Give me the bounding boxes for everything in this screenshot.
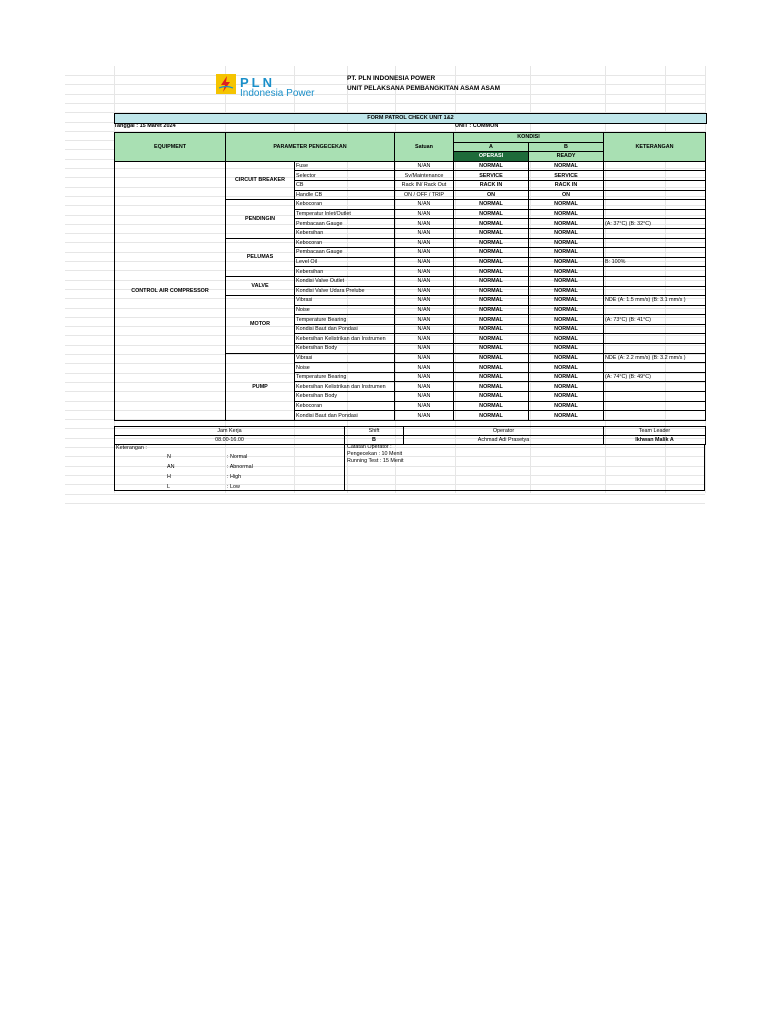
kondisi-b-cell: NORMAL: [529, 372, 604, 382]
col-header-satuan: Satuan: [395, 133, 454, 162]
col-header-parameter: PARAMETER PENGECEKAN: [226, 133, 395, 162]
pln-logo: [215, 72, 325, 99]
keterangan-cell: [604, 382, 706, 392]
parameter-cell: Temperature Bearing: [295, 372, 395, 382]
section-cell: PUMP: [226, 353, 295, 420]
kondisi-b-cell: NORMAL: [529, 276, 604, 286]
kondisi-b-cell: NORMAL: [529, 200, 604, 210]
parameter-cell: Kebersihan: [295, 228, 395, 238]
keterangan-cell: [604, 305, 706, 315]
kondisi-b-cell: NORMAL: [529, 238, 604, 248]
satuan-cell: N/AN: [395, 324, 454, 334]
kondisi-b-cell: NORMAL: [529, 286, 604, 296]
keterangan-cell: [604, 401, 706, 411]
kondisi-a-cell: NORMAL: [454, 267, 529, 277]
legend-box: [114, 444, 705, 491]
kondisi-b-cell: RACK IN: [529, 180, 604, 190]
kondisi-a-cell: NORMAL: [454, 305, 529, 315]
operator-label: Operator: [404, 427, 604, 436]
section-cell: PELUMAS: [226, 238, 295, 276]
kondisi-a-cell: RACK IN: [454, 180, 529, 190]
kondisi-a-cell: NORMAL: [454, 411, 529, 421]
keterangan-cell: [604, 286, 706, 296]
col-header-keterangan: KETERANGAN: [604, 133, 706, 162]
keterangan-cell: [604, 334, 706, 344]
keterangan-cell: [604, 276, 706, 286]
kondisi-b-cell: NORMAL: [529, 401, 604, 411]
keterangan-cell: [604, 344, 706, 354]
satuan-cell: N/AN: [395, 248, 454, 258]
keterangan-cell: [604, 324, 706, 334]
satuan-cell: ON / OFF / TRIP: [395, 190, 454, 200]
signature-table: [114, 426, 706, 445]
keterangan-cell: (A: 37°C) (B: 32°C): [604, 219, 706, 229]
parameter-cell: Vibrasi: [295, 353, 395, 363]
satuan-cell: N/AN: [395, 209, 454, 219]
logo-subtitle: Indonesia Power: [240, 88, 315, 99]
keterangan-cell: [604, 209, 706, 219]
section-cell: CIRCUIT BREAKER: [226, 161, 295, 199]
parameter-cell: Kondisi Baut dan Pondasi: [295, 411, 395, 421]
jam-kerja-value: 08.00-16.00: [115, 436, 345, 445]
kondisi-b-cell: NORMAL: [529, 392, 604, 402]
col-header-a: A: [454, 142, 529, 152]
satuan-cell: N/AN: [395, 219, 454, 229]
keterangan-cell: [604, 180, 706, 190]
parameter-cell: Kebocoran: [295, 200, 395, 210]
kondisi-a-cell: NORMAL: [454, 238, 529, 248]
kondisi-a-cell: NORMAL: [454, 344, 529, 354]
parameter-cell: Kebocoran: [295, 401, 395, 411]
keterangan-cell: [604, 411, 706, 421]
kondisi-a-cell: NORMAL: [454, 161, 529, 171]
catatan-title: Catatan Operator :: [347, 444, 392, 450]
satuan-cell: N/AN: [395, 382, 454, 392]
parameter-cell: Pembacaan Gauge: [295, 248, 395, 258]
keterangan-cell: [604, 200, 706, 210]
kondisi-a-cell: NORMAL: [454, 334, 529, 344]
section-cell: MOTOR: [226, 296, 295, 354]
satuan-cell: N/AN: [395, 161, 454, 171]
legend-divider: [344, 444, 345, 490]
satuan-cell: N/AN: [395, 286, 454, 296]
parameter-cell: CB: [295, 180, 395, 190]
satuan-cell: N/AN: [395, 411, 454, 421]
parameter-cell: Kondisi Valve Udara Prelube: [295, 286, 395, 296]
satuan-cell: N/AN: [395, 267, 454, 277]
satuan-cell: N/AN: [395, 200, 454, 210]
parameter-cell: Level Oil: [295, 257, 395, 267]
kondisi-a-cell: NORMAL: [454, 372, 529, 382]
keterangan-cell: NDE (A: 2.2 mm/s) (B: 3.2 mm/s ): [604, 353, 706, 363]
keterangan-cell: [604, 238, 706, 248]
keterangan-cell: [604, 267, 706, 277]
kondisi-a-cell: NORMAL: [454, 286, 529, 296]
parameter-cell: Fuse: [295, 161, 395, 171]
parameter-cell: Kebersihan Body: [295, 344, 395, 354]
company-name: PT. PLN INDONESIA POWER: [347, 75, 436, 82]
satuan-cell: N/AN: [395, 372, 454, 382]
parameter-cell: Kondisi Baut dan Pondasi: [295, 324, 395, 334]
catatan-line-1: Pengecekan : 10 Menit: [347, 451, 403, 457]
satuan-cell: N/AN: [395, 238, 454, 248]
satuan-cell: N/AN: [395, 363, 454, 373]
shift-label: Shift: [345, 427, 404, 436]
parameter-cell: Handle CB: [295, 190, 395, 200]
keterangan-cell: [604, 363, 706, 373]
parameter-cell: Kebersihan Kelistrikan dan Instrumen: [295, 334, 395, 344]
keterangan-cell: [604, 190, 706, 200]
keterangan-cell: [604, 248, 706, 258]
parameter-cell: Noise: [295, 305, 395, 315]
kondisi-b-cell: NORMAL: [529, 324, 604, 334]
kondisi-a-cell: NORMAL: [454, 219, 529, 229]
kondisi-a-cell: NORMAL: [454, 209, 529, 219]
legend-key: L: [167, 484, 170, 490]
legend-key: AN: [167, 464, 175, 470]
satuan-cell: Sv/Maintenance: [395, 171, 454, 181]
kondisi-a-cell: NORMAL: [454, 392, 529, 402]
shift-value: B: [345, 436, 404, 445]
kondisi-b-cell: NORMAL: [529, 161, 604, 171]
legend-value: : Normal: [227, 454, 248, 460]
kondisi-a-cell: ON: [454, 190, 529, 200]
legend-value: : High: [227, 474, 242, 480]
satuan-cell: N/AN: [395, 392, 454, 402]
patrol-check-table: [114, 132, 706, 421]
jam-kerja-label: Jam Kerja: [115, 427, 345, 436]
parameter-cell: Temperature Bearing: [295, 315, 395, 325]
kondisi-a-cell: NORMAL: [454, 315, 529, 325]
pln-logo-icon: [215, 73, 237, 95]
parameter-cell: Kondisi Valve Outlet: [295, 276, 395, 286]
kondisi-b-cell: NORMAL: [529, 267, 604, 277]
parameter-cell: Kebersihan Kelistrikan dan Instrumen: [295, 382, 395, 392]
satuan-cell: N/AN: [395, 296, 454, 306]
parameter-cell: Vibrasi: [295, 296, 395, 306]
kondisi-a-cell: NORMAL: [454, 248, 529, 258]
kondisi-a-cell: NORMAL: [454, 353, 529, 363]
operator-value: Achmad Adi Prasetya: [404, 436, 604, 445]
kondisi-b-cell: NORMAL: [529, 363, 604, 373]
legend-key: N: [167, 454, 171, 460]
keterangan-cell: [604, 171, 706, 181]
kondisi-a-cell: NORMAL: [454, 257, 529, 267]
parameter-cell: Temperatur Inlet/Outlet: [295, 209, 395, 219]
satuan-cell: N/AN: [395, 276, 454, 286]
kondisi-b-cell: NORMAL: [529, 353, 604, 363]
parameter-cell: Kebersihan Body: [295, 392, 395, 402]
satuan-cell: N/AN: [395, 334, 454, 344]
keterangan-cell: [604, 392, 706, 402]
keterangan-cell: B: 100%: [604, 257, 706, 267]
kondisi-b-cell: NORMAL: [529, 344, 604, 354]
kondisi-b-cell: NORMAL: [529, 334, 604, 344]
legend-value: : Low: [227, 484, 240, 490]
unit-name: UNIT PELAKSANA PEMBANGKITAN ASAM ASAM: [347, 85, 500, 92]
status-b: READY: [529, 152, 604, 162]
logo-name: PLN: [240, 75, 275, 90]
kondisi-b-cell: NORMAL: [529, 257, 604, 267]
satuan-cell: N/AN: [395, 305, 454, 315]
col-header-b: B: [529, 142, 604, 152]
satuan-cell: N/AN: [395, 344, 454, 354]
legend-key: H: [167, 474, 171, 480]
kondisi-b-cell: NORMAL: [529, 248, 604, 258]
section-cell: PENDINGIN: [226, 200, 295, 238]
keterangan-cell: [604, 161, 706, 171]
equipment-cell: CONTROL AIR COMPRESSOR: [115, 161, 226, 420]
parameter-cell: Pembacaan Gauge: [295, 219, 395, 229]
keterangan-cell: (A: 74°C) (B: 49°C): [604, 372, 706, 382]
legend-title: Keterangan :: [116, 445, 147, 451]
kondisi-b-cell: NORMAL: [529, 228, 604, 238]
kondisi-a-cell: NORMAL: [454, 200, 529, 210]
satuan-cell: N/AN: [395, 315, 454, 325]
parameter-cell: Noise: [295, 363, 395, 373]
col-header-equipment: EQUIPMENT: [115, 133, 226, 162]
parameter-cell: Kebocoran: [295, 238, 395, 248]
keterangan-cell: (A: 73°C) (B: 41°C): [604, 315, 706, 325]
keterangan-cell: [604, 228, 706, 238]
satuan-cell: N/AN: [395, 257, 454, 267]
kondisi-a-cell: NORMAL: [454, 228, 529, 238]
parameter-cell: Kebersihan: [295, 267, 395, 277]
kondisi-b-cell: ON: [529, 190, 604, 200]
col-header-kondisi: KONDISI: [454, 133, 604, 143]
kondisi-a-cell: SERVICE: [454, 171, 529, 181]
satuan-cell: N/AN: [395, 353, 454, 363]
kondisi-a-cell: NORMAL: [454, 296, 529, 306]
form-unit: UNIT : COMMON: [455, 123, 499, 129]
kondisi-a-cell: NORMAL: [454, 382, 529, 392]
form-title: FORM PATROL CHECK UNIT 1&2: [114, 113, 707, 124]
section-cell: VALVE: [226, 276, 295, 295]
satuan-cell: Rack IN/ Rack Out: [395, 180, 454, 190]
kondisi-b-cell: NORMAL: [529, 219, 604, 229]
kondisi-b-cell: NORMAL: [529, 296, 604, 306]
kondisi-a-cell: NORMAL: [454, 401, 529, 411]
form-date: Tanggal : 15 Maret 2024: [114, 123, 176, 129]
kondisi-b-cell: NORMAL: [529, 411, 604, 421]
grid-line: [65, 494, 705, 504]
kondisi-b-cell: SERVICE: [529, 171, 604, 181]
status-a: OPERASI: [454, 152, 529, 162]
legend-value: : Abnormal: [227, 464, 253, 470]
kondisi-a-cell: NORMAL: [454, 363, 529, 373]
kondisi-b-cell: NORMAL: [529, 305, 604, 315]
team-leader-label: Team Leader: [604, 427, 706, 436]
kondisi-b-cell: NORMAL: [529, 315, 604, 325]
parameter-cell: Selector: [295, 171, 395, 181]
team-leader-value: Ikhwan Malik A: [604, 436, 706, 445]
keterangan-cell: NDE (A: 1.5 mm/s) (B: 3.1 mm/s ): [604, 296, 706, 306]
kondisi-b-cell: NORMAL: [529, 209, 604, 219]
kondisi-a-cell: NORMAL: [454, 324, 529, 334]
kondisi-b-cell: NORMAL: [529, 382, 604, 392]
kondisi-a-cell: NORMAL: [454, 276, 529, 286]
catatan-line-2: Running Test : 15 Menit: [347, 458, 404, 464]
satuan-cell: N/AN: [395, 401, 454, 411]
satuan-cell: N/AN: [395, 228, 454, 238]
table-row: [115, 161, 706, 171]
